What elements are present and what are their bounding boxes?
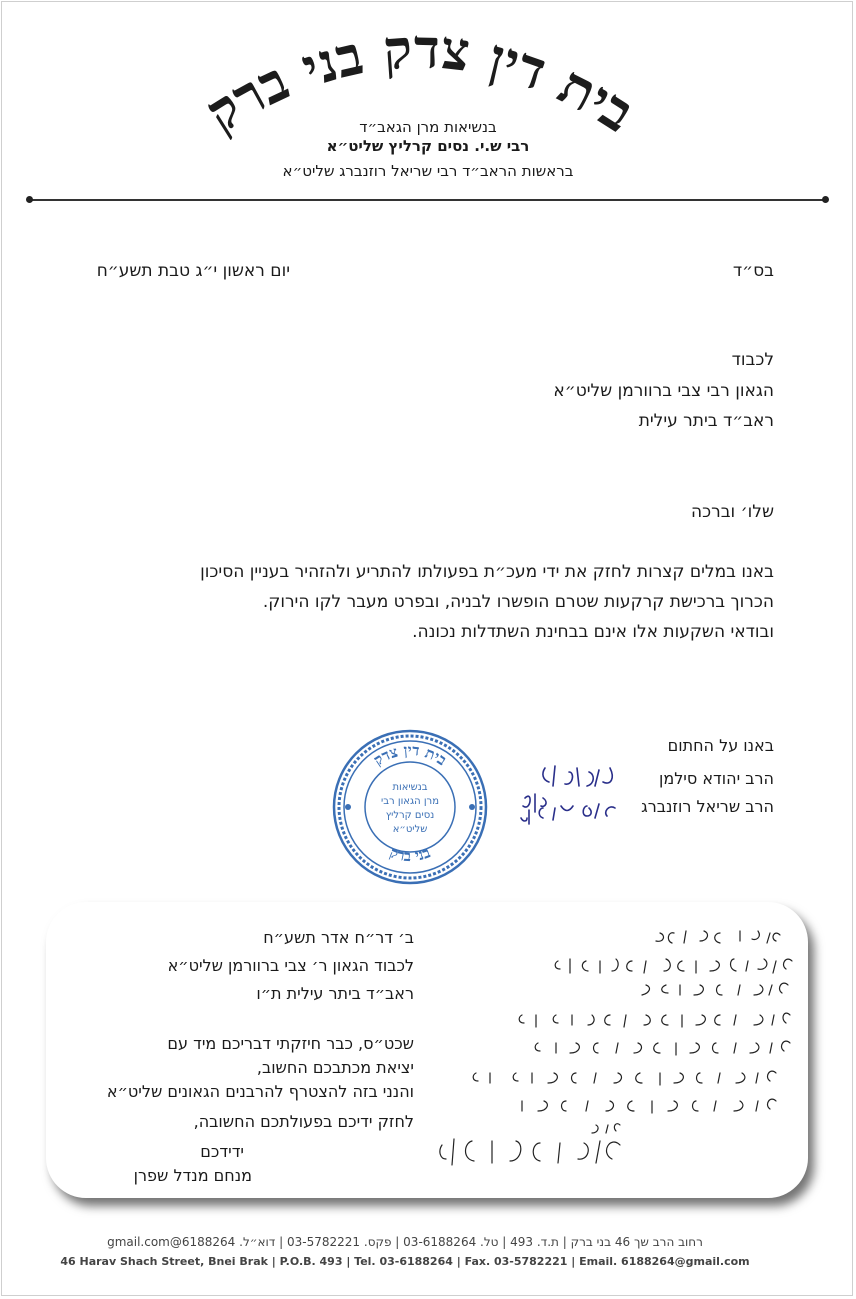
reply-closing: ידידכם: [200, 1142, 244, 1161]
court-stamp: [330, 727, 490, 887]
reply-to-2: ראב״ד ביתר עילית ת״ו: [256, 984, 414, 1003]
body-line-3: ובודאי השקעות אלו אינם בבחינת השתדלות נכונה.: [412, 622, 774, 642]
court-name: בית דין צדק בני ברק: [194, 20, 646, 145]
signed-intro: באנו על החתום: [667, 736, 774, 755]
reply-date: ב׳ דר״ח אדר תשע״ח: [263, 928, 414, 947]
stamp-line-2: מרן הגאון רבי: [381, 796, 439, 807]
stamp-line-1: בנשיאות: [392, 782, 428, 793]
footer-hebrew: רחוב הרב שך 46 בני ברק | ת.ד. 493 | טל. 03-6188264 | פקס. 03-5782221 | דוא״ל. 6188264@gmail.com: [107, 1235, 703, 1249]
letter-date: יום ראשון י״ג טבת תשע״ח: [96, 261, 290, 281]
patron-name: רבי ש.י. נסים קרליץ שליט״א: [326, 137, 530, 155]
footer-english: 46 Harav Shach Street, Bnei Brak | P.O.B. 493 | Tel. 03-6188264 | Fax. 03-5782221 | Email. 6188264@gmail.com: [60, 1255, 750, 1268]
to-line-1: לכבוד: [731, 350, 774, 370]
patronage-line: בנשיאות מרן הגאב״ד: [359, 118, 497, 136]
handwritten-signatures: [515, 758, 630, 848]
signer-2: הרב שריאל רוזנברג: [641, 797, 774, 816]
bs-mark: בס״ד: [732, 261, 774, 281]
stamp-line-3: נסים קרליץ: [385, 810, 435, 821]
reply-to-1: לכבוד הגאון ר׳ צבי ברוורמן שליט״א: [167, 956, 414, 975]
to-line-3: ראב״ד ביתר עילית: [638, 411, 774, 431]
handwritten-reply: [420, 915, 800, 1175]
svg-text:בית דין צדק: [370, 741, 450, 769]
head-line: בראשות הראב״ד רבי שריאל רוזנברג שליט״א: [282, 162, 574, 180]
reply-body-1: שכט״ס, כבר חיזקתי דבריכם מיד עם: [167, 1034, 414, 1053]
divider-dot-right: [822, 196, 829, 203]
to-line-2: הגאון רבי צבי ברוורמן שליט״א: [553, 381, 774, 401]
reply-body-2: יציאת מכתבכם החשוב,: [256, 1058, 414, 1077]
body-line-1: באנו במלים קצרות לחזק את ידי מעכ״ת בפעולתו להתריע ולהזהיר בעניין הסיכון: [200, 562, 774, 582]
divider-dot-left: [26, 196, 33, 203]
stamp-line-4: שליט״א: [392, 824, 428, 835]
stamp-top-text: בית דין צדק: [370, 740, 450, 770]
svg-text:בני ברק: [387, 843, 433, 865]
greeting: שלו׳ וברכה: [691, 502, 774, 522]
reply-body-3: והנני בזה להצטרף להרבנים הגאונים שליט״א: [106, 1082, 414, 1101]
reply-signature: מנחם מנדל שפרן: [133, 1166, 252, 1185]
body-line-2: הכרוך ברכישת קרקעות שטרם הופשרו לבניה, ובפרט מעבר לקו הירוק.: [262, 592, 774, 612]
header-divider: [30, 199, 826, 201]
stamp-bottom-text: בני ברק: [387, 843, 433, 866]
signer-1: הרב יהודא סילמן: [658, 769, 774, 788]
reply-body-4: לחזק ידיכם בפעולתכם החשובה,: [193, 1112, 414, 1131]
